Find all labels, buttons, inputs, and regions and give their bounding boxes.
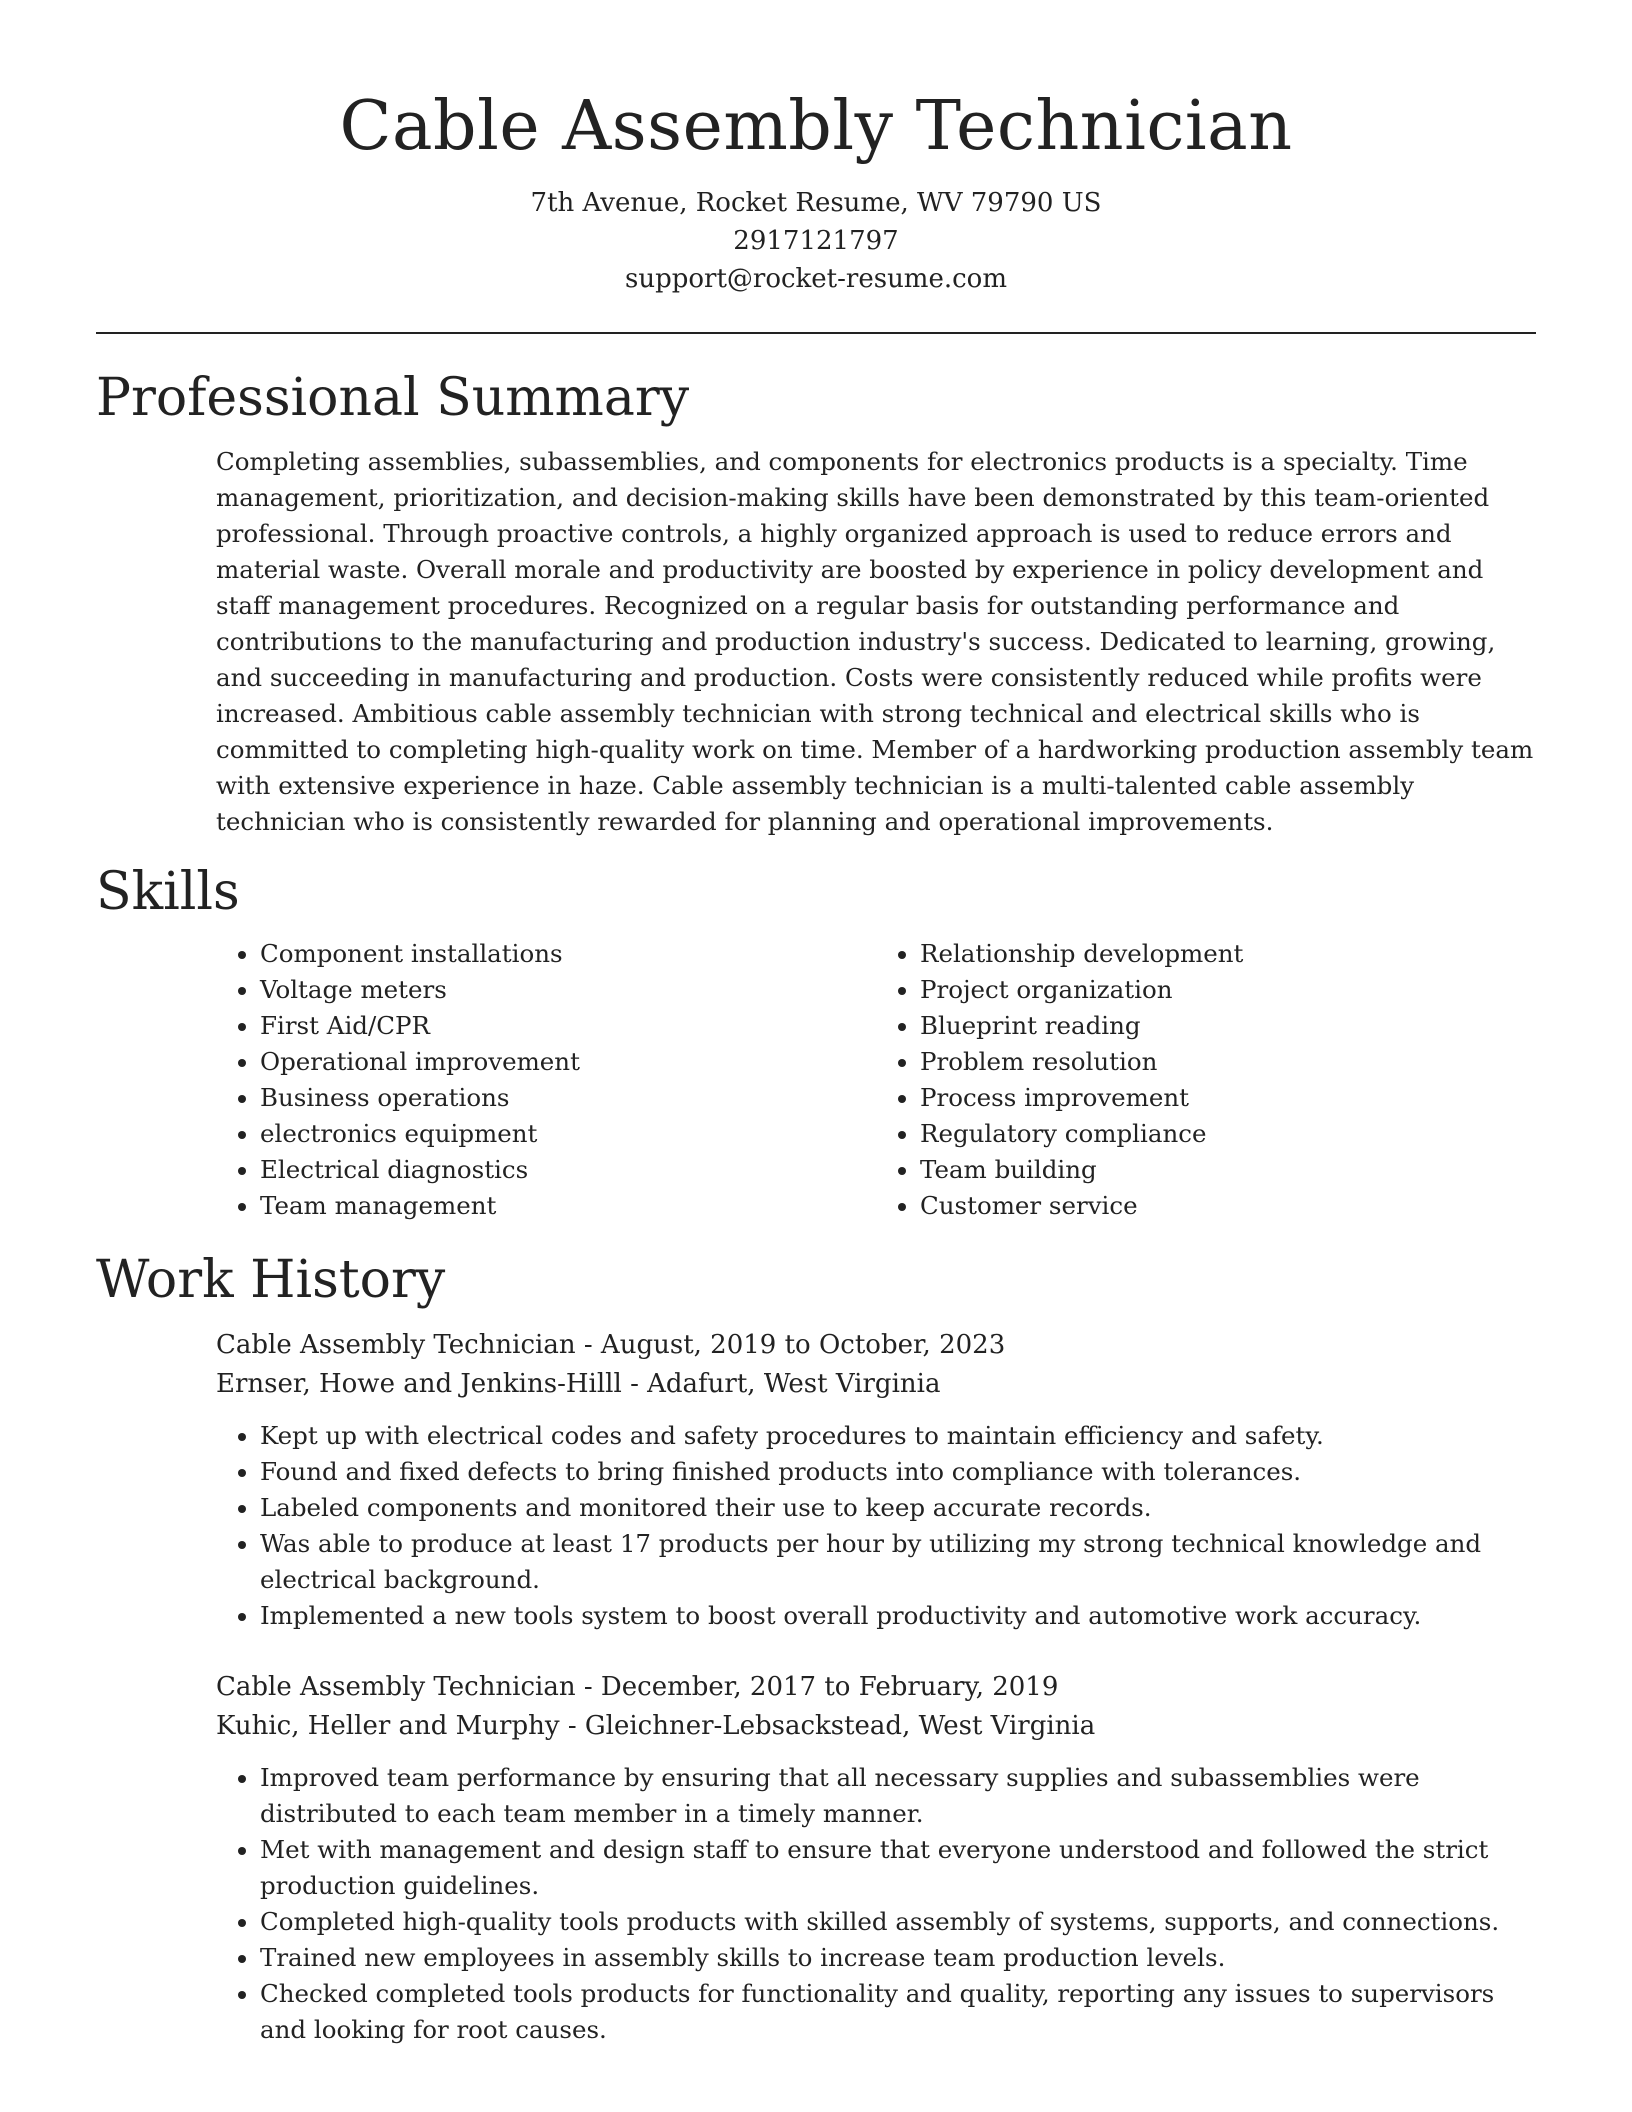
skills-column-left [216, 936, 876, 1224]
job-company-location: Ernser, Howe and Jenkins-Hilll - Adafurt, West Virginia [216, 1369, 941, 1399]
skill-item: • Component installations [260, 936, 876, 972]
skill-item: • electronics equipment [260, 1116, 876, 1152]
work-history-heading: Work History [96, 1250, 446, 1310]
job-bullet: • Improved team performance by ensuring that all necessary supplies and subassemblies were distributed to each team member in a timely manner. [260, 1760, 1536, 1832]
job-bullet: • Implemented a new tools system to boost overall productivity and automotive work accuracy. [260, 1598, 1536, 1634]
skills-list [216, 936, 1536, 1224]
skill-item: • Electrical diagnostics [260, 1152, 876, 1188]
job-title-dates: Cable Assembly Technician - August, 2019 to October, 2023 [216, 1330, 1006, 1360]
job-bullet: • Found and fixed defects to bring finished products into compliance with tolerances. [260, 1454, 1536, 1490]
skill-item: • Process improvement [920, 1080, 1536, 1116]
job-entry [216, 1326, 1536, 1634]
job-bullet: • Kept up with electrical codes and safety procedures to maintain efficiency and safety. [260, 1418, 1536, 1454]
skill-item: • Customer service [920, 1188, 1536, 1224]
job-company-location: Kuhic, Heller and Murphy - Gleichner-Lebsackstead, West Virginia [216, 1711, 1096, 1741]
skill-item: • Regulatory compliance [920, 1116, 1536, 1152]
skill-item: • First Aid/CPR [260, 1008, 876, 1044]
skill-item: • Project organization [920, 972, 1536, 1008]
job-bullet: • Checked completed tools products for functionality and quality, reporting any issues to supervisors and looking for root causes. [260, 1976, 1536, 2048]
skill-item: • Team building [920, 1152, 1536, 1188]
resume-header [96, 0, 1536, 298]
skills-heading: Skills [96, 862, 240, 922]
skill-item: • Voltage meters [260, 972, 876, 1008]
summary-heading: Professional Summary [96, 368, 690, 428]
job-entry [216, 1668, 1536, 2048]
job-bullet: • Met with management and design staff to ensure that everyone understood and followed the strict production guidelines. [260, 1832, 1536, 1904]
contact-phone: 2917121797 [733, 226, 899, 256]
skill-item: • Team management [260, 1188, 876, 1224]
contact-block [96, 184, 1536, 298]
skill-item: • Blueprint reading [920, 1008, 1536, 1044]
candidate-name: Cable Assembly Technician [339, 87, 1293, 166]
contact-email: support@rocket-resume.com [624, 264, 1007, 294]
header-divider [96, 332, 1536, 334]
job-bullet: • Trained new employees in assembly skills to increase team production levels. [260, 1940, 1536, 1976]
skills-column-right [876, 936, 1536, 1224]
job-bullet: • Was able to produce at least 17 products per hour by utilizing my strong technical knowledge and electrical background. [260, 1526, 1536, 1598]
job-bullet-list [216, 1418, 1536, 1634]
job-bullet: • Labeled components and monitored their use to keep accurate records. [260, 1490, 1536, 1526]
skill-item: • Relationship development [920, 936, 1536, 972]
job-bullet-list [216, 1760, 1536, 2048]
summary-text: Completing assemblies, subassemblies, and components for electronics products is a specialty. Time management, prioritization, and decision-making skills have been demonstrated by this team-oriented professional. Through proactive controls, a highly organized approach is used to reduce errors and material waste. Overall morale and productivity are boosted by experience in policy development and staff management procedures. Recognized on a regular basis for outstanding performance and contributions to the manufacturing and production industry's success. Dedicated to learning, growing, and succeeding in manufacturing and production. Costs were consistently reduced while profits were increased. Ambitious cable assembly technician with strong technical and electrical skills who is committed to completing high-quality work on time. Member of a hardworking production assembly team with extensive experience in haze. Cable assembly technician is a multi-talented cable assembly technician who is consistently rewarded for planning and operational improvements. [216, 447, 1534, 836]
contact-address: 7th Avenue, Rocket Resume, WV 79790 US [530, 188, 1102, 218]
job-bullet: • Completed high-quality tools products with skilled assembly of systems, supports, and connections. [260, 1904, 1536, 1940]
skill-item: • Operational improvement [260, 1044, 876, 1080]
skill-item: • Business operations [260, 1080, 876, 1116]
job-title-dates: Cable Assembly Technician - December, 2017 to February, 2019 [216, 1672, 1059, 1702]
skill-item: • Problem resolution [920, 1044, 1536, 1080]
